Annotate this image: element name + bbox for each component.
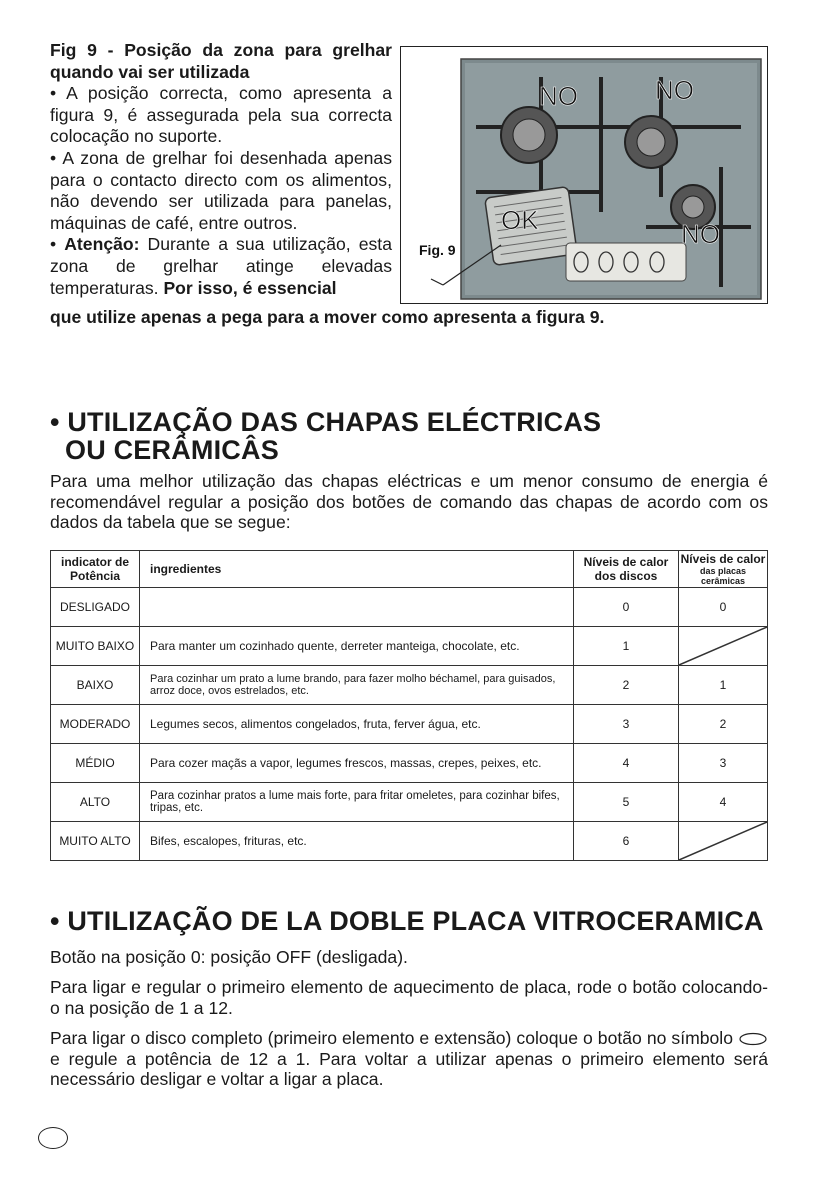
row-ingredients — [140, 588, 574, 627]
row-ceramic-na — [679, 822, 768, 861]
diagonal-strike — [679, 822, 767, 860]
table-row — [51, 822, 768, 861]
row-ingredients: Para manter um cozinhado quente, derreter manteiga, chocolate, etc. — [140, 627, 574, 666]
label-no-3: NO — [681, 219, 720, 249]
row-level: MUITO BAIXO — [51, 627, 140, 666]
row-ingredients: Para cozinhar um prato a lume brando, para fazer molho béchamel, para guisados, arroz doce, ovos estrelados, etc. — [140, 666, 574, 705]
attention-text: Durante a sua utilização, esta zona de grelhar atinge elevadas temperaturas. — [50, 234, 392, 298]
row-ingredients: Para cozinhar pratos a lume mais forte, para fritar omeletes, para cozinhar bifes, tripas, etc. — [140, 783, 574, 822]
table-header-row — [51, 551, 768, 588]
row-level: MUITO ALTO — [51, 822, 140, 861]
row-ingredients: Para cozer maçãs a vapor, legumes frescos, massas, crepes, peixes, etc. — [140, 744, 574, 783]
row-ceramic: 0 — [679, 588, 768, 627]
burner-left — [501, 107, 557, 163]
fig9-continuation: que utilize apenas a pega para a mover como apresenta a figura 9. — [50, 307, 605, 327]
row-level: MODERADO — [51, 705, 140, 744]
row-level: BAIXO — [51, 666, 140, 705]
section2-p2: Para ligar e regular o primeiro elemento de aquecimento de placa, rode o botão colocando-o na posição de 1 a 12. — [50, 977, 768, 1018]
row-ceramic: 4 — [679, 783, 768, 822]
row-discs: 5 — [574, 783, 679, 822]
row-level: ALTO — [51, 783, 140, 822]
row-ingredients: Legumes secos, alimentos congelados, fruta, ferver água, etc. — [140, 705, 574, 744]
knob-panel — [566, 243, 686, 281]
header-ceramic-bottom: das placas cerâmicas — [699, 566, 747, 586]
header-ceramic — [679, 551, 768, 588]
full-disc-symbol-icon — [738, 1032, 768, 1046]
row-level: MÉDIO — [51, 744, 140, 783]
language-oval-icon — [38, 1127, 68, 1149]
table-row — [51, 705, 768, 744]
row-discs: 2 — [574, 666, 679, 705]
table-row — [51, 588, 768, 627]
row-ceramic-na — [679, 627, 768, 666]
fig9-description — [50, 40, 392, 299]
attention-label: Atenção: — [64, 234, 140, 255]
table-row — [51, 627, 768, 666]
section2-title: • UTILIZAÇÃO DE LA DOBLE PLACA VITROCERAMICA — [50, 906, 764, 936]
row-discs: 0 — [574, 588, 679, 627]
fig9-caption: Fig. 9 — [419, 242, 456, 258]
header-indicator: indicator de Potência — [51, 551, 140, 588]
header-ceramic-top: Níveis de calor — [680, 552, 766, 566]
section1-intro: Para uma melhor utilização das chapas eléctricas e um menor consumo de energia é recomendável regular a posição dos botões de comando das chapas de acordo com os dados da tabela que se segue: — [50, 471, 768, 532]
row-level: DESLIGADO — [51, 588, 140, 627]
row-ingredients: Bifes, escalopes, frituras, etc. — [140, 822, 574, 861]
section2-p3b: e regule a potência de 12 a 1. Para voltar a utilizar apenas o primeiro elemento será necessário desligar e voltar a ligar a placa. — [50, 1048, 768, 1089]
row-discs: 1 — [574, 627, 679, 666]
burner-right — [625, 116, 677, 168]
section2-p3 — [50, 1028, 768, 1090]
attention-bold: Por isso, é essencial — [163, 277, 337, 298]
section2-p1: Botão na posição 0: posição OFF (desligada). — [50, 947, 408, 967]
section1-title-line2: OU CERÂMICÂS — [65, 435, 279, 465]
fig9-figure — [400, 46, 768, 304]
section1-title-line1: • UTILIZAÇÃO DAS CHAPAS ELÉCTRICAS — [50, 407, 602, 437]
hob-illustration — [401, 47, 767, 303]
row-ceramic: 3 — [679, 744, 768, 783]
row-discs: 4 — [574, 744, 679, 783]
header-discs: Níveis de calor dos discos — [574, 551, 679, 588]
row-ceramic: 1 — [679, 666, 768, 705]
heat-level-table — [50, 550, 768, 861]
fig9-heading: Fig 9 - Posição da zona para grelhar quando vai ser utilizada — [50, 40, 392, 82]
label-no-1: NO — [539, 81, 578, 111]
section2-p3a: Para ligar o disco completo (primeiro elemento e extensão) coloque o botão no símbolo — [50, 1028, 733, 1048]
fig9-bullet-2: • A zona de grelhar foi desenhada apenas para o contacto directo com os alimentos, não devendo ser utilizada para panelas, máquinas de café, entre outros. — [50, 147, 392, 233]
row-discs: 3 — [574, 705, 679, 744]
table-row — [51, 783, 768, 822]
diagonal-strike — [679, 627, 767, 665]
fig9-bullet-1: • A posição correcta, como apresenta a figura 9, é assegurada pela sua correcta colocação no suporte. — [50, 83, 392, 147]
header-ingredients: ingredientes — [140, 551, 574, 588]
table-row — [51, 744, 768, 783]
label-no-2: NO — [655, 75, 694, 105]
table-row — [51, 666, 768, 705]
label-ok: OK — [501, 205, 539, 235]
fig9-bullet-3: • Atenção: Durante a sua utilização, esta zona de grelhar atinge elevadas temperaturas. Por isso, é essencial — [50, 234, 392, 298]
row-ceramic: 2 — [679, 705, 768, 744]
row-discs: 6 — [574, 822, 679, 861]
